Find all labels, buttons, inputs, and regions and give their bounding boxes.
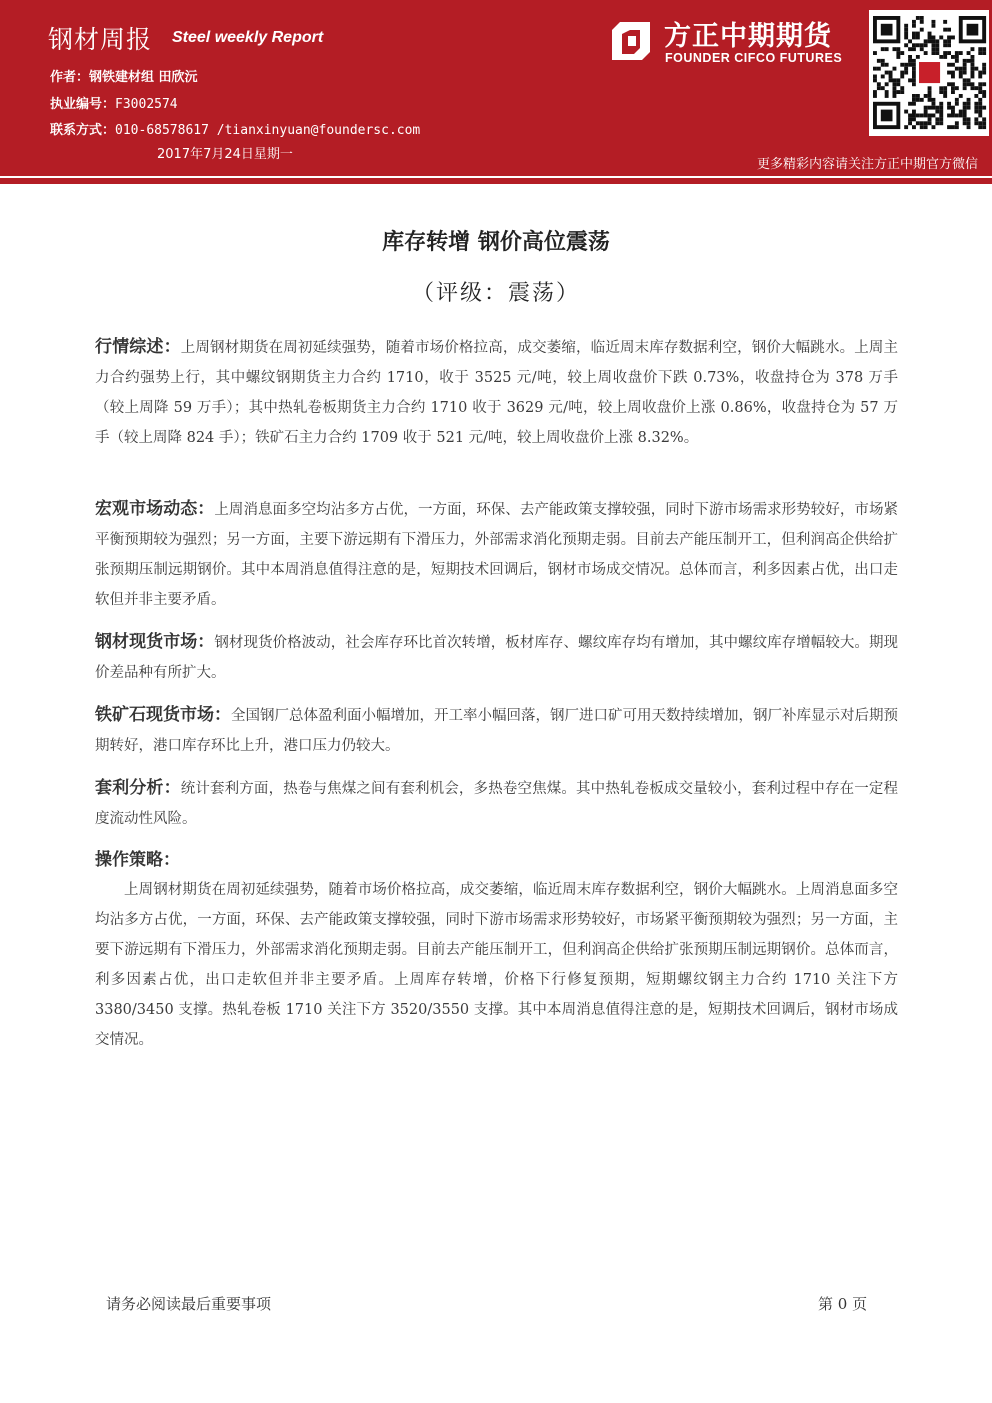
- section-text: 统计套利方面，热卷与焦煤之间有套利机会，多热卷空焦煤。其中热轧卷板成交量较小，套利过程中存在一定程度流动性风险。: [95, 781, 899, 827]
- section-text: 上周消息面多空均沾多方占优，一方面，环保、去产能政策支撑较强，同时下游市场需求形势较好，市场紧平衡预期较为强烈；另一方面，主要下游远期有下滑压力，外部需求消化预期走弱。目前去产能压制开工，但利润高企供给扩张预期压制远期钢价。其中本周消息值得注意的是，短期技术回调后，钢材市场成交情况。总体而言，利多因素占优，出口走软但并非主要矛盾。: [95, 502, 899, 608]
- section-text: 全国钢厂总体盈利面小幅增加，开工率小幅回落，钢厂进口矿可用天数持续增加，钢厂补库显示对后期预期转好，港口库存环比上升，港口压力仍较大。: [95, 708, 898, 754]
- footer-notice: 请务必阅读最后重要事项: [106, 1295, 272, 1313]
- section-iron-ore-spot: [95, 700, 898, 761]
- report-date: 2017年7月24日星期一: [157, 147, 293, 162]
- author-label: 作者：: [50, 70, 90, 85]
- author-line: [50, 66, 198, 85]
- section-market-overview: [95, 332, 898, 453]
- section-heading: 操作策略：: [95, 850, 180, 870]
- author-value: 钢铁建材组 田欣沅: [89, 70, 198, 85]
- header-divider: [0, 178, 992, 184]
- wechat-tagline: 更多精彩内容请关注方正中期官方微信: [756, 157, 978, 172]
- report-series-subtitle: Steel weekly Report: [172, 29, 324, 46]
- header-band: [0, 0, 992, 176]
- founder-logo-icon: [608, 18, 654, 64]
- section-arbitrage: [95, 773, 898, 834]
- contact-label: 联系方式：: [50, 123, 116, 138]
- section-steel-spot: [95, 627, 898, 688]
- company-logo-cn: 方正中期期货: [664, 21, 832, 52]
- section-heading: 宏观市场动态：: [95, 499, 215, 519]
- report-series-title: 钢材周报: [48, 25, 153, 54]
- section-strategy: [95, 845, 898, 1055]
- license-label: 执业编号：: [50, 97, 116, 112]
- contact-value: 010-68578617 /tianxinyuan@foundersc.com: [115, 123, 421, 138]
- section-macro: [95, 494, 898, 615]
- section-heading: 铁矿石现货市场：: [95, 705, 231, 725]
- report-rating: （评级：震荡）: [411, 281, 580, 306]
- license-line: [50, 93, 178, 112]
- company-logo-en: FOUNDER CIFCO FUTURES: [665, 51, 843, 65]
- section-text: 钢材现货价格波动，社会库存环比首次转增，板材库存、螺纹库存均有增加，其中螺纹库存增幅较大。期现价差品种有所扩大。: [95, 635, 899, 681]
- section-heading: 行情综述：: [95, 337, 181, 357]
- section-text: 上周钢材期货在周初延续强势，随着市场价格拉高，成交萎缩，临近周末库存数据利空，钢价大幅跳水。上周消息面多空均沾多方占优，一方面，环保、去产能政策支撑较强，同时下游市场需求形势较好，市场紧平衡预期较为强烈；另一方面，主要下游远期有下滑压力，外部需求消化预期走弱。目前去产能压制开工，但利润高企供给扩张预期压制远期钢价。总体而言，利多因素占优，出口走软但并非主要矛盾。上周库存转增，价格下行修复预期，短期螺纹钢主力合约 1710 关注下方 3380/3450 支撑。热轧卷板 1710 关注下方 3520/3550 支撑。其中本周消息值得注意的是，短期技术回调后，钢材市场成交情况。: [95, 882, 898, 1048]
- section-heading: 钢材现货市场：: [95, 632, 215, 652]
- wechat-qr-code: [869, 10, 989, 136]
- contact-line: [50, 119, 420, 138]
- report-title: 库存转增 钢价高位震荡: [382, 230, 610, 255]
- section-heading: 套利分析：: [95, 778, 181, 798]
- qr-code-icon: [869, 10, 989, 136]
- license-value: F3002574: [115, 97, 178, 112]
- page-number: 第 0 页: [818, 1295, 868, 1313]
- section-text: 上周钢材期货在周初延续强势，随着市场价格拉高，成交萎缩，临近周末库存数据利空，钢价大幅跳水。上周主力合约强势上行，其中螺纹钢期货主力合约 1710，收于 3525 元/吨，较上周收盘价下跌 0.73%，收盘持仓为 378 万手（较上周降 59 万手）；其中热轧卷板期货主力合约 1710 收于 3629 元/吨，较上周收盘价上涨 0.86%，收盘持仓为 57 万手（较上周降 824 手）；铁矿石主力合约 1709 收于 521 元/吨，较上周收盘价上涨 8.32%。: [95, 340, 899, 446]
